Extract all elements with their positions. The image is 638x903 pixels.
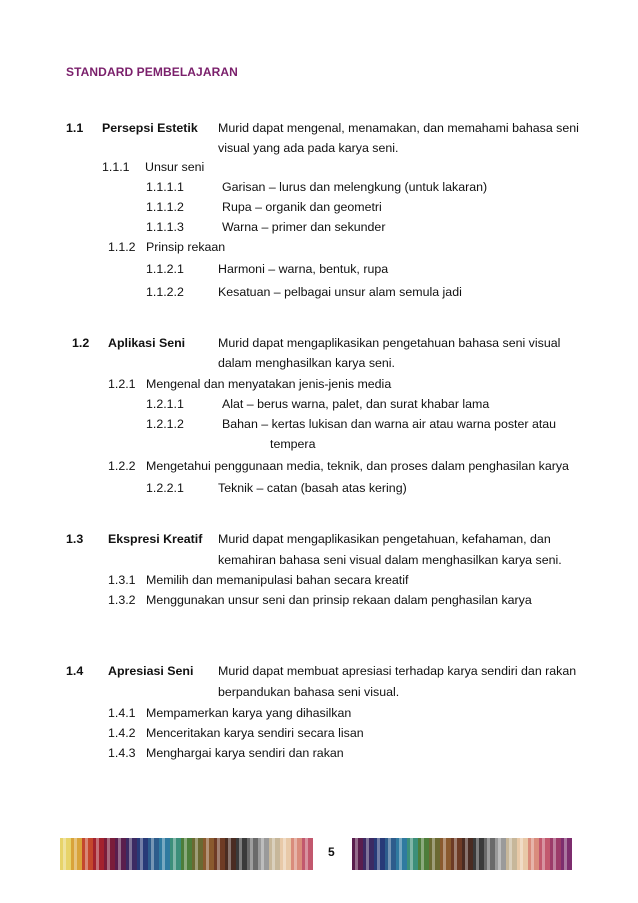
pencil-stripe [451, 838, 462, 870]
item-text: Harmoni – warna, bentuk, rupa [218, 262, 389, 276]
footer-pencil-strip-left [60, 838, 318, 870]
pencil-stripe [104, 838, 115, 870]
item-number: 1.4.2 [108, 726, 136, 740]
pencil-stripe [247, 838, 258, 870]
section-description-line: visual yang ada pada karya seni. [218, 141, 399, 155]
section-description-line: Murid dapat mengenal, menamakan, dan memahami bahasa seni [218, 121, 579, 135]
section-description-line: berpandukan bahasa seni visual. [218, 685, 400, 699]
section-description-line: Murid dapat mengaplikasikan pengetahuan bahasa seni visual [218, 336, 561, 350]
item-text: Unsur seni [145, 160, 205, 174]
pencil-stripe [258, 838, 269, 870]
item-text: Mengenal dan menyatakan jenis-jenis media [146, 377, 392, 391]
pencil-stripe [137, 838, 148, 870]
item-number: 1.2.2 [108, 459, 136, 473]
section-number: 1.3 [66, 532, 84, 546]
pencil-stripe [473, 838, 484, 870]
pencil-stripe [71, 838, 82, 870]
section-heading: Aplikasi Seni [108, 336, 186, 350]
item-text: Menggunakan unsur seni dan prinsip rekaan dalam penghasilan karya [146, 593, 532, 607]
item-text: Menceritakan karya sendiri secara lisan [146, 726, 364, 740]
pencil-stripe [561, 838, 572, 870]
pencil-stripe [385, 838, 396, 870]
item-text: Mempamerkan karya yang dihasilkan [146, 706, 352, 720]
item-number: 1.4.1 [108, 706, 136, 720]
pencil-stripe [429, 838, 440, 870]
item-text: Memilih dan memanipulasi bahan secara kreatif [146, 573, 409, 587]
item-text: Garisan – lurus dan melengkung (untuk lakaran) [222, 180, 488, 194]
section-description-line: Murid dapat mengaplikasikan pengetahuan, kefahaman, dan [218, 532, 551, 546]
item-text: Kesatuan – pelbagai unsur alam semula jadi [218, 285, 462, 299]
page-title: STANDARD PEMBELAJARAN [66, 65, 238, 79]
page-number: 5 [328, 845, 335, 859]
pencil-stripe [506, 838, 517, 870]
pencil-stripe [484, 838, 495, 870]
item-number: 1.2.2.1 [146, 481, 184, 495]
pencil-stripe [280, 838, 291, 870]
pencil-stripe [148, 838, 159, 870]
item-number: 1.1.2.1 [146, 262, 184, 276]
item-text: Mengetahui penggunaan media, teknik, dan proses dalam penghasilan karya [146, 459, 569, 473]
pencil-stripe [495, 838, 506, 870]
section-number: 1.1 [66, 121, 84, 135]
pencil-stripe [82, 838, 93, 870]
pencil-stripe [203, 838, 214, 870]
item-number: 1.1.1.3 [146, 220, 184, 234]
pencil-stripe [291, 838, 302, 870]
pencil-stripe [181, 838, 192, 870]
section-description-line: Murid dapat membuat apresiasi terhadap karya sendiri dan rakan [218, 664, 577, 678]
pencil-stripe [517, 838, 528, 870]
item-number: 1.1.1.2 [146, 200, 184, 214]
pencil-stripe [363, 838, 374, 870]
pencil-stripe [462, 838, 473, 870]
item-text: Menghargai karya sendiri dan rakan [146, 746, 344, 760]
pencil-stripe [539, 838, 550, 870]
section-number: 1.2 [72, 336, 90, 350]
item-number: 1.3.2 [108, 593, 136, 607]
item-number: 1.2.1 [108, 377, 136, 391]
item-text: Warna – primer dan sekunder [222, 220, 386, 234]
pencil-stripe [269, 838, 280, 870]
pencil-stripe [170, 838, 181, 870]
pencil-stripe [192, 838, 203, 870]
item-number: 1.1.2 [108, 240, 136, 254]
item-number: 1.3.1 [108, 573, 136, 587]
pencil-stripe [374, 838, 385, 870]
section-heading: Persepsi Estetik [102, 121, 198, 135]
section-heading: Apresiasi Seni [108, 664, 194, 678]
item-text: Rupa – organik dan geometri [222, 200, 382, 214]
item-text: Teknik – catan (basah atas kering) [218, 481, 407, 495]
pencil-stripe [214, 838, 225, 870]
pencil-stripe [302, 838, 313, 870]
item-text-continuation: tempera [270, 437, 316, 451]
pencil-stripe [528, 838, 539, 870]
pencil-stripe [396, 838, 407, 870]
section-number: 1.4 [66, 664, 84, 678]
section-description-line: kemahiran bahasa seni visual dalam menghasilkan karya seni. [218, 553, 562, 567]
pencil-stripe [115, 838, 126, 870]
pencil-stripe [352, 838, 363, 870]
pencil-stripe [550, 838, 561, 870]
section-description-line: dalam menghasilkan karya seni. [218, 356, 396, 370]
item-number: 1.2.1.1 [146, 397, 184, 411]
pencil-stripe [159, 838, 170, 870]
item-text: Alat – berus warna, palet, dan surat khabar lama [222, 397, 490, 411]
pencil-stripe [440, 838, 451, 870]
section-heading: Ekspresi Kreatif [108, 532, 203, 546]
pencil-stripe [418, 838, 429, 870]
item-number: 1.1.2.2 [146, 285, 184, 299]
pencil-stripe [236, 838, 247, 870]
item-number: 1.1.1.1 [146, 180, 184, 194]
item-number: 1.1.1 [102, 160, 130, 174]
pencil-stripe [60, 838, 71, 870]
pencil-stripe [407, 838, 418, 870]
item-number: 1.4.3 [108, 746, 136, 760]
item-text: Bahan – kertas lukisan dan warna air atau warna poster atau [222, 417, 557, 431]
item-text: Prinsip rekaan [146, 240, 226, 254]
footer-pencil-strip-right [352, 838, 578, 870]
pencil-stripe [225, 838, 236, 870]
pencil-stripe [126, 838, 137, 870]
item-number: 1.2.1.2 [146, 417, 184, 431]
pencil-stripe [93, 838, 104, 870]
